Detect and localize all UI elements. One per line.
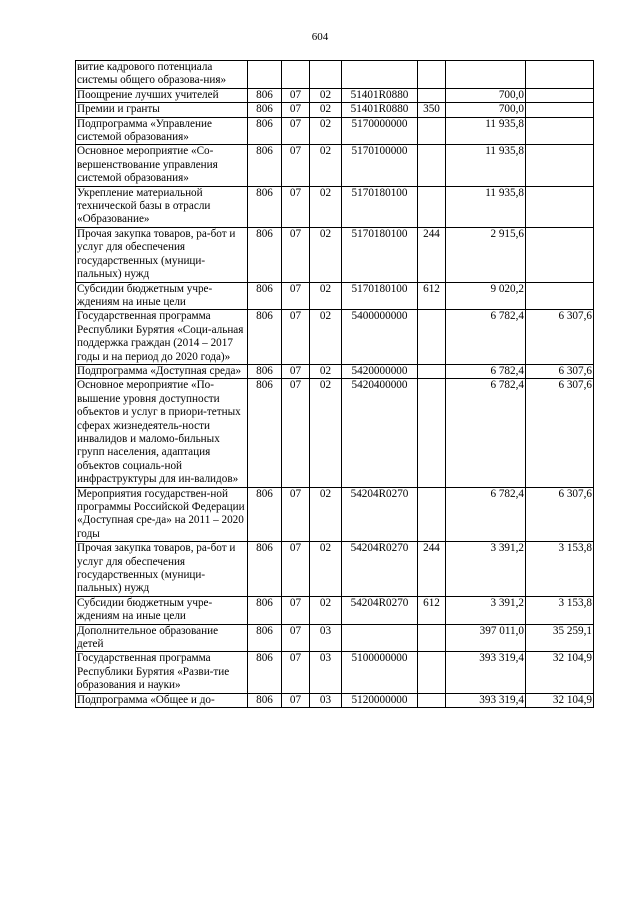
table-row — [76, 88, 594, 102]
item-name-cell: Основное мероприятие «По-вышение уровня доступности объектов и услуг в приори-тетных сферах жизнедеятель-ности инвалидов и маломо-бильных групп населения, адаптация объектов социаль-ной инфраструктуры для ин-валидов» — [76, 379, 248, 487]
item-name-cell: Укрепление материальной технической базы в отрасли «Образование» — [76, 186, 248, 227]
table-row — [76, 596, 594, 624]
amount-year2-cell: 3 153,8 — [526, 596, 594, 624]
item-name-cell: Мероприятия государствен-ной программы Российской Федерации «Доступная сре-да» на 2011 – 2020 годы — [76, 487, 248, 542]
subsection-code-cell: 02 — [310, 542, 342, 597]
amount-year1-cell: 393 319,4 — [446, 652, 526, 693]
amount-year1-cell: 6 782,4 — [446, 310, 526, 365]
ministry-code-cell: 806 — [248, 103, 282, 117]
ministry-code-cell: 806 — [248, 145, 282, 186]
table-row — [76, 310, 594, 365]
subsection-code-cell: 02 — [310, 103, 342, 117]
table-row — [76, 542, 594, 597]
subsection-code-cell: 02 — [310, 596, 342, 624]
amount-year2-cell — [526, 103, 594, 117]
table-row — [76, 103, 594, 117]
item-name-cell: Государственная программа Республики Бурятия «Соци-альная поддержка граждан (2014 – 2017 годы и на период до 2020 года)» — [76, 310, 248, 365]
expense-type-cell — [418, 88, 446, 102]
item-name-cell: Поощрение лучших учителей — [76, 88, 248, 102]
section-code-cell: 07 — [282, 186, 310, 227]
expense-type-cell — [418, 145, 446, 186]
ministry-code-cell: 806 — [248, 364, 282, 378]
expense-type-cell: 244 — [418, 542, 446, 597]
section-code-cell — [282, 61, 310, 89]
table-row — [76, 487, 594, 542]
target-article-cell: 5170180100 — [342, 227, 418, 282]
amount-year1-cell: 11 935,8 — [446, 145, 526, 186]
table-row — [76, 624, 594, 652]
expense-type-cell — [418, 379, 446, 487]
amount-year1-cell: 700,0 — [446, 103, 526, 117]
expense-type-cell: 612 — [418, 596, 446, 624]
amount-year2-cell: 32 104,9 — [526, 652, 594, 693]
subsection-code-cell: 02 — [310, 364, 342, 378]
subsection-code-cell: 02 — [310, 310, 342, 365]
section-code-cell: 07 — [282, 652, 310, 693]
amount-year1-cell: 393 319,4 — [446, 693, 526, 707]
amount-year2-cell — [526, 61, 594, 89]
amount-year2-cell — [526, 186, 594, 227]
target-article-cell: 5420000000 — [342, 364, 418, 378]
expense-type-cell: 244 — [418, 227, 446, 282]
ministry-code-cell: 806 — [248, 693, 282, 707]
page-number: 604 — [311, 31, 329, 43]
subsection-code-cell: 02 — [310, 117, 342, 145]
amount-year2-cell — [526, 117, 594, 145]
section-code-cell: 07 — [282, 379, 310, 487]
ministry-code-cell: 806 — [248, 117, 282, 145]
target-article-cell — [342, 624, 418, 652]
table-row — [76, 364, 594, 378]
amount-year2-cell — [526, 282, 594, 310]
item-name-cell: Основное мероприятие «Со-вершенствование управления системой образования» — [76, 145, 248, 186]
ministry-code-cell: 806 — [248, 652, 282, 693]
section-code-cell: 07 — [282, 364, 310, 378]
amount-year1-cell: 700,0 — [446, 88, 526, 102]
subsection-code-cell: 02 — [310, 145, 342, 186]
expense-type-cell — [418, 61, 446, 89]
table-row — [76, 282, 594, 310]
item-name-cell: Субсидии бюджетным учре-ждениям на иные цели — [76, 282, 248, 310]
subsection-code-cell: 02 — [310, 487, 342, 542]
amount-year1-cell: 6 782,4 — [446, 379, 526, 487]
section-code-cell: 07 — [282, 88, 310, 102]
ministry-code-cell: 806 — [248, 227, 282, 282]
item-name-cell: Подпрограмма «Управление системой образования» — [76, 117, 248, 145]
amount-year2-cell: 35 259,1 — [526, 624, 594, 652]
section-code-cell: 07 — [282, 693, 310, 707]
ministry-code-cell: 806 — [248, 487, 282, 542]
amount-year1-cell: 11 935,8 — [446, 186, 526, 227]
subsection-code-cell: 03 — [310, 624, 342, 652]
target-article-cell: 5120000000 — [342, 693, 418, 707]
item-name-cell: Подпрограмма «Доступная среда» — [76, 364, 248, 378]
section-code-cell: 07 — [282, 282, 310, 310]
amount-year2-cell: 3 153,8 — [526, 542, 594, 597]
table-row — [76, 186, 594, 227]
amount-year2-cell: 6 307,6 — [526, 364, 594, 378]
target-article-cell: 5170180100 — [342, 186, 418, 227]
target-article-cell: 5400000000 — [342, 310, 418, 365]
item-name-cell: Дополнительное образование детей — [76, 624, 248, 652]
amount-year1-cell: 397 011,0 — [446, 624, 526, 652]
section-code-cell: 07 — [282, 596, 310, 624]
subsection-code-cell: 02 — [310, 227, 342, 282]
amount-year2-cell — [526, 227, 594, 282]
amount-year2-cell: 6 307,6 — [526, 379, 594, 487]
expense-type-cell — [418, 487, 446, 542]
expense-type-cell: 350 — [418, 103, 446, 117]
table-row — [76, 61, 594, 89]
expense-type-cell: 612 — [418, 282, 446, 310]
amount-year1-cell — [446, 61, 526, 89]
subsection-code-cell: 03 — [310, 693, 342, 707]
amount-year1-cell: 6 782,4 — [446, 364, 526, 378]
ministry-code-cell: 806 — [248, 542, 282, 597]
expense-type-cell — [418, 186, 446, 227]
amount-year1-cell: 9 020,2 — [446, 282, 526, 310]
amount-year2-cell: 32 104,9 — [526, 693, 594, 707]
amount-year1-cell: 6 782,4 — [446, 487, 526, 542]
amount-year1-cell: 2 915,6 — [446, 227, 526, 282]
target-article-cell: 5170180100 — [342, 282, 418, 310]
item-name-cell: Прочая закупка товаров, ра-бот и услуг для обеспечения государственных (муници-пальных) нужд — [76, 542, 248, 597]
table-row — [76, 693, 594, 707]
subsection-code-cell: 02 — [310, 186, 342, 227]
section-code-cell: 07 — [282, 624, 310, 652]
target-article-cell: 5420400000 — [342, 379, 418, 487]
ministry-code-cell: 806 — [248, 624, 282, 652]
item-name-cell: Государственная программа Республики Бурятия «Разви-тие образования и науки» — [76, 652, 248, 693]
subsection-code-cell: 02 — [310, 88, 342, 102]
target-article-cell: 5170100000 — [342, 145, 418, 186]
item-name-cell: Субсидии бюджетным учре-ждениям на иные цели — [76, 596, 248, 624]
expense-type-cell — [418, 693, 446, 707]
amount-year1-cell: 3 391,2 — [446, 596, 526, 624]
section-code-cell: 07 — [282, 227, 310, 282]
table-row — [76, 227, 594, 282]
ministry-code-cell: 806 — [248, 282, 282, 310]
budget-table — [75, 60, 594, 708]
section-code-cell: 07 — [282, 487, 310, 542]
amount-year2-cell: 6 307,6 — [526, 487, 594, 542]
table-row — [76, 652, 594, 693]
amount-year2-cell — [526, 88, 594, 102]
ministry-code-cell: 806 — [248, 186, 282, 227]
subsection-code-cell — [310, 61, 342, 89]
target-article-cell: 5100000000 — [342, 652, 418, 693]
amount-year2-cell — [526, 145, 594, 186]
ministry-code-cell: 806 — [248, 596, 282, 624]
amount-year1-cell: 3 391,2 — [446, 542, 526, 597]
target-article-cell: 54204R0270 — [342, 487, 418, 542]
section-code-cell: 07 — [282, 542, 310, 597]
expense-type-cell — [418, 652, 446, 693]
target-article-cell — [342, 61, 418, 89]
section-code-cell: 07 — [282, 117, 310, 145]
expense-type-cell — [418, 364, 446, 378]
section-code-cell: 07 — [282, 145, 310, 186]
ministry-code-cell: 806 — [248, 379, 282, 487]
target-article-cell: 54204R0270 — [342, 542, 418, 597]
item-name-cell: Прочая закупка товаров, ра-бот и услуг для обеспечения государственных (муници-пальных) нужд — [76, 227, 248, 282]
item-name-cell: Подпрограмма «Общее и до- — [76, 693, 248, 707]
target-article-cell: 5170000000 — [342, 117, 418, 145]
ministry-code-cell: 806 — [248, 310, 282, 365]
subsection-code-cell: 02 — [310, 282, 342, 310]
table-row — [76, 379, 594, 487]
expense-type-cell — [418, 117, 446, 145]
table-row — [76, 145, 594, 186]
section-code-cell: 07 — [282, 103, 310, 117]
target-article-cell: 54204R0270 — [342, 596, 418, 624]
section-code-cell: 07 — [282, 310, 310, 365]
subsection-code-cell: 02 — [310, 379, 342, 487]
expense-type-cell — [418, 310, 446, 365]
subsection-code-cell: 03 — [310, 652, 342, 693]
target-article-cell: 51401R0880 — [342, 88, 418, 102]
ministry-code-cell: 806 — [248, 88, 282, 102]
item-name-cell: витие кадрового потенциала системы общего образова-ния» — [76, 61, 248, 89]
table-row — [76, 117, 594, 145]
item-name-cell: Премии и гранты — [76, 103, 248, 117]
ministry-code-cell — [248, 61, 282, 89]
expense-type-cell — [418, 624, 446, 652]
amount-year2-cell: 6 307,6 — [526, 310, 594, 365]
target-article-cell: 51401R0880 — [342, 103, 418, 117]
amount-year1-cell: 11 935,8 — [446, 117, 526, 145]
